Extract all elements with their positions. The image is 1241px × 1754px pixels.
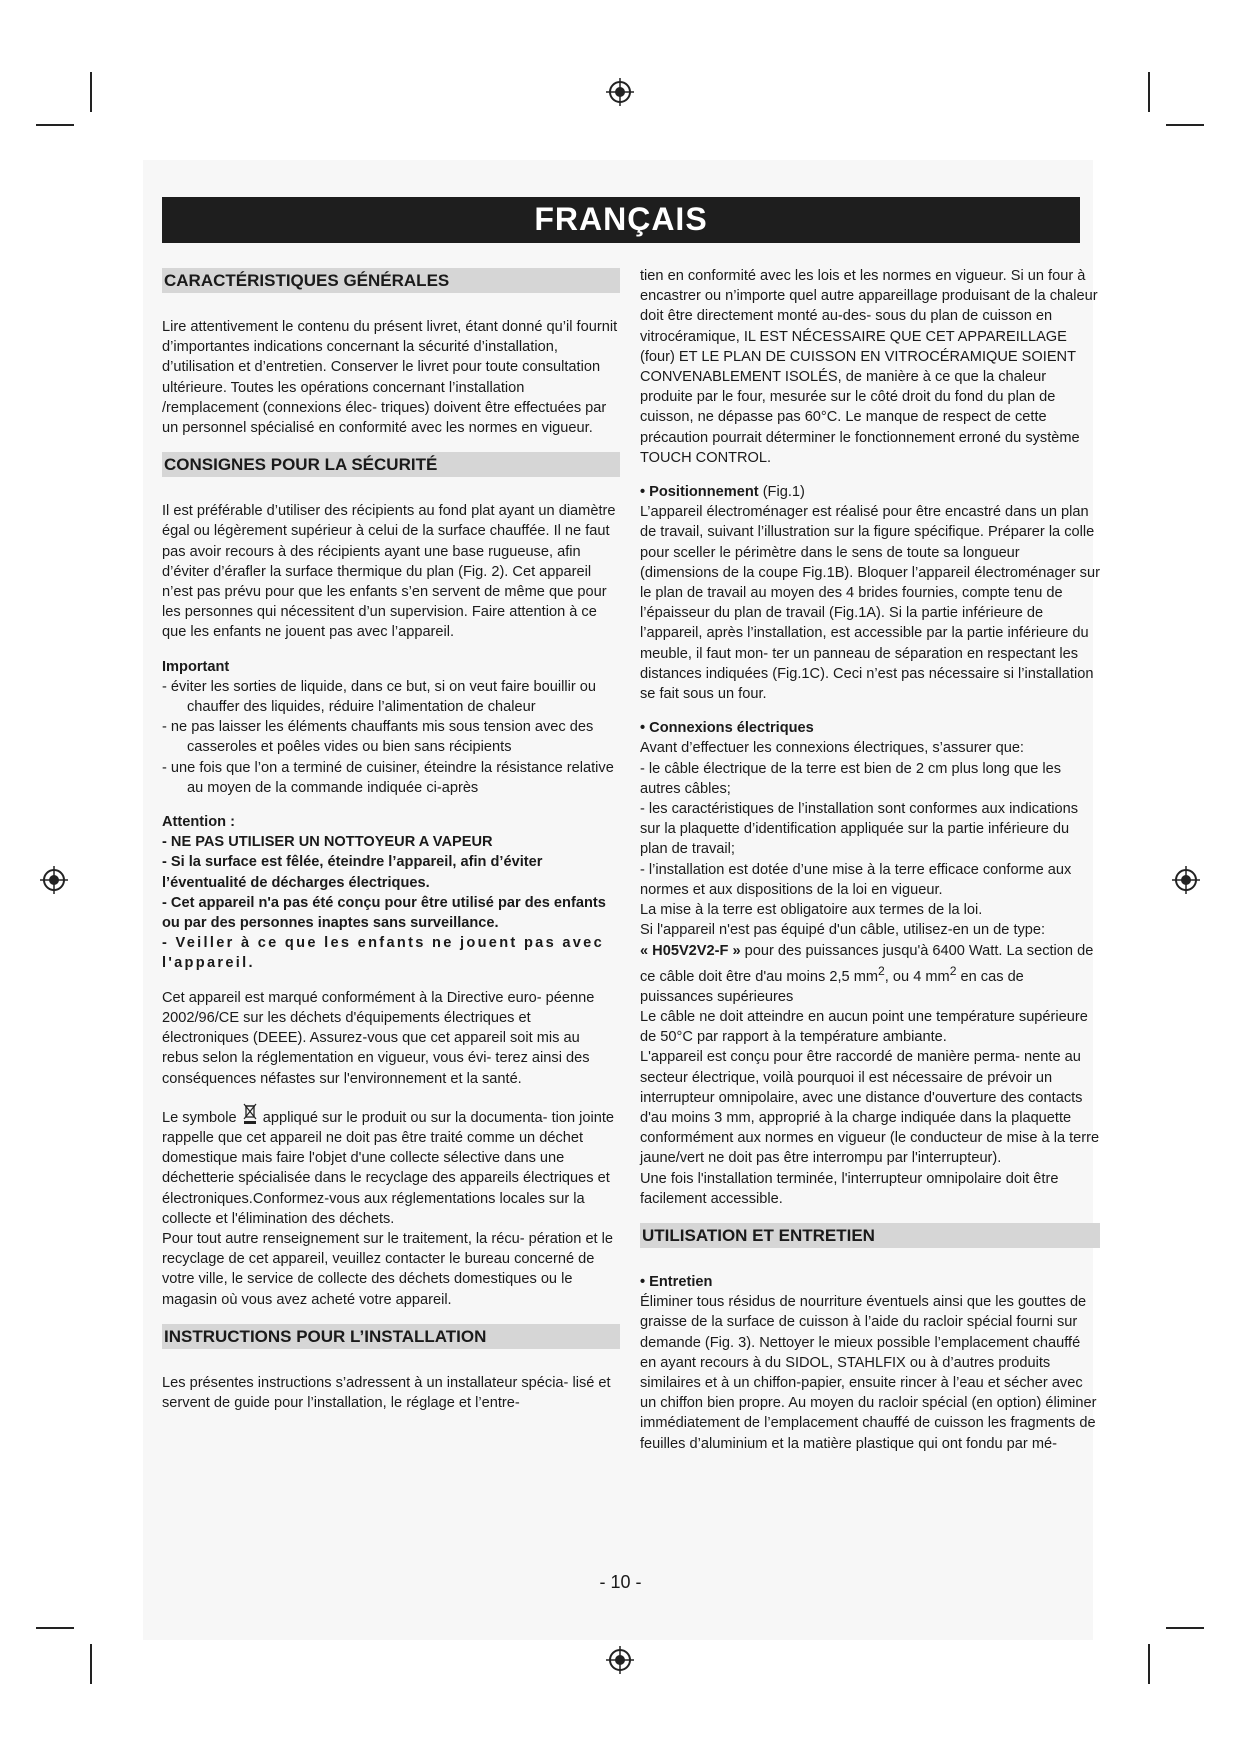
important-title: Important (162, 658, 230, 675)
important-item: - ne pas laisser les éléments chauffants mis sous tension avec des casseroles et poêles vides ou bien sans récipients (162, 719, 594, 756)
positioning-title: • Positionnement (640, 484, 759, 501)
crop-mark (90, 72, 92, 112)
registration-mark-icon (606, 1646, 634, 1674)
crop-mark (1148, 72, 1150, 112)
crop-mark (90, 1644, 92, 1684)
electrical-intro: Avant d’effectuer les connexions électriques, s’assurer que: (640, 740, 1024, 757)
cable-intro: Si l'appareil n'est pas équipé d'un câble, utilisez-en un de type: (640, 922, 1046, 939)
language-badge: F (1146, 202, 1210, 236)
maintenance-title: • Entretien (640, 1274, 713, 1290)
attention-item: - Veiller à ce que les enfants ne jouent pas avec l'appareil. (162, 935, 605, 972)
deee-text: Cet appareil est marqué conformément à la Directive euro- péenne 2002/96/CE sur les déchets d'équipements électriques et électroniques (DEEE). Assurez-vous que cet appareil soit mis au rebus selon la réglementation en vigueur, vous évi- terez ainsi des conséquences néfastes sur l'environnement et la santé. (162, 989, 595, 1087)
weee-paragraph (162, 1103, 620, 1229)
electrical-item: - les caractéristiques de l’installation sont conformes aux indications sur la plaquette d’identification appliquée sur la partie inférieure du plan de travail; (640, 801, 1079, 858)
registration-mark-icon (606, 78, 634, 106)
cable-type: « H05V2V2-F » (640, 942, 741, 959)
important-item: - une fois que l’on a terminé de cuisiner, éteindre la résistance relative au moyen de la commande indiquée ci-après (162, 759, 614, 796)
cable-text-post: en cas de puissances supérieures (640, 968, 1024, 1005)
positioning-heading (640, 482, 1100, 502)
left-column (162, 268, 620, 1413)
cable-text-mid: , ou 4 mm (884, 968, 950, 985)
install-text: Les présentes instructions s’adressent à un installateur spécia- lisé et servent de guide pour l’installation, le réglage et l’entre- (162, 1374, 611, 1411)
crop-mark (1166, 1627, 1204, 1629)
attention-item: - Si la surface est fêlée, éteindre l’appareil, afin d’éviter l’éventualité de décharges électriques. (162, 854, 543, 891)
crop-mark (36, 124, 74, 126)
section-heading-safety: CONSIGNES POUR LA SÉCURITÉ (162, 452, 620, 477)
attention-item: - Cet appareil n'a pas été conçu pour être utilisé par des enfants ou par des personnes inaptes sans surveillance. (162, 894, 606, 932)
crossed-bin-icon (243, 1103, 257, 1125)
crop-mark (36, 1627, 74, 1629)
registration-mark-icon (40, 866, 68, 894)
crop-mark (1166, 124, 1204, 126)
switch-access-text: Une fois l'installation terminée, l'interrupteur omnipolaire doit être facilement accessible. (640, 1170, 1059, 1207)
section-heading-install: INSTRUCTIONS POUR L’INSTALLATION (162, 1324, 620, 1349)
section-heading-general: CARACTÉRISTIQUES GÉNÉRALES (162, 268, 620, 293)
electrical-item: - l’installation est dotée d’une mise à la terre efficace conforme aux normes et aux dispositions de la loi en vigueur. (640, 861, 1072, 898)
weee-text-pre: Le symbole (162, 1109, 237, 1126)
crop-mark (1148, 1644, 1150, 1684)
general-text: Lire attentivement le contenu du présent livret, étant donné qu’il fournit d’importantes indications concernant la sécurité d’installation, d’utilisation et d’entretien. Conserver le livret pour toute consultation ultérieure. Toutes les opérations concernant l’installation /remplacement (connexions élec- triques) doivent être effectuées par un personnel spécialisé en conformité avec les normes en vigueur. (162, 319, 618, 437)
earthing-text: La mise à la terre est obligatoire aux termes de la loi. (640, 902, 983, 919)
maintenance-text: Éliminer tous résidus de nourriture éventuels ainsi que les gouttes de graisse de la surface de cuisson à l’aide du racloir spécial fourni sur demande (Fig. 3). Nettoyer le mieux possible l’emplacement chauffé en ayant recours à du SIDOL, STAHLFIX ou à d’autres produits similaires et à un chiffon-papier, ensuite rincer à l’eau et sécher avec un chiffon bien propre. Au moyen du racloir spécial (en option) éliminer immédiatement de l’emplacement chauffé de cuisson les fragments de feuilles d’aluminium et la matière plastique qui ont fondu par mé- (640, 1294, 1097, 1452)
right-column (640, 266, 1100, 1454)
permanent-connection-text: L'appareil est conçu pour être raccordé de manière perma- nente au secteur électrique, voilà pourquoi il est nécessaire de prévoir un interrupteur omnipolaire, avec une distance d'ouverture des contacts d'au moins 3 mm, approprié à la charge indiquée dans la plaquette conformément aux normes en vigueur (le conducteur de mise à la terre jaune/vert ne doit pas être interrompu par l'interrupteur). (640, 1049, 1100, 1167)
language-banner (162, 197, 1185, 243)
important-item: - éviter les sorties de liquide, dans ce but, si on veut faire bouillir ou chauffer des liquides, réduire l’alimentation de chaleur (162, 678, 596, 716)
safety-text: Il est préférable d’utiliser des récipients au fond plat ayant un diamètre égal ou légèrement supérieur à celui de la surface chauffée. Il ne faut pas avoir recours à des récipients ayant une base rugueuse, afin d’éviter d’érafler la surface thermique du plan (Fig. 2). Cet appareil n’est pas prévu pour que les enfants s’en servent de même que pour les personnes qui nécessitent d’un supervision. Faire attention à ce que les enfants ne jouent pas avec l’appareil. (162, 503, 616, 641)
electrical-item: - le câble électrique de la terre est bien de 2 cm plus long que les autres câbles; (640, 760, 1062, 797)
language-title: FRANÇAIS (534, 201, 708, 237)
cable-text-pre: pour des puissances jusqu'à 6400 Watt. La section de ce câble doit être d'au moins 2,5 mm (640, 942, 1094, 985)
cable-paragraph (640, 941, 1100, 1007)
registration-mark-icon (1172, 866, 1200, 894)
section-heading-maintenance: UTILISATION ET ENTRETIEN (640, 1223, 1100, 1248)
attention-item: - NE PAS UTILISER UN NOTTOYEUR A VAPEUR (162, 834, 493, 851)
install-continued-text: tien en conformité avec les lois et les normes en vigueur. Si un four à encastrer ou n’importe quel autre appareillage produisant de la chaleur doit être directement monté au-des- sous du plan de cuisson en vitrocéramique, IL EST NÉCESSAIRE QUE CET APPAREILLAGE (four) ET LE PLAN DE CUISSON EN VITROCÉRAMIQUE SOIENT CONVENABLEMENT ISOLÉS, de manière à ce que la chaleur produite par le four, mesurée sur le côté droit du fond du plan de cuisson, ne dépasse pas 60°C. Le manque de respect de cette précaution pourrait déterminer le fonctionnement erroné du système TOUCH CONTROL. (640, 268, 1098, 466)
page-number: - 10 - (599, 1572, 642, 1592)
info-text: Pour tout autre renseignement sur le traitement, la récu- pération et le recyclage de cet appareil, veuillez contacter le bureau concerné de votre ville, le service de collecte des déchets domestiques ou le magasin où vous avez acheté votre appareil. (162, 1230, 614, 1308)
weee-text-post: appliqué sur le produit ou sur la documenta- tion jointe rappelle que cet appareil ne doit pas être traité comme un déchet domestique mais faire l'objet d'une collecte sélective dans une déchetterie spécialisée dans le recyclage des appareils électriques et électroniques.Conformez-vous aux réglementations locales sur la collecte et l'élimination des déchets. (162, 1109, 615, 1227)
superscript: 2 (949, 963, 957, 978)
electrical-title: • Connexions électriques (640, 720, 814, 737)
temperature-text: Le câble ne doit atteindre en aucun point une température supérieure de 50°C par rapport à la température ambiante. (640, 1008, 1088, 1046)
positioning-text: L’appareil électroménager est réalisé pour être encastré dans un plan de travail, suivant l’illustration sur la figure spécifique. Préparer la colle pour sceller le périmètre dans le sens de toute sa longueur (dimensions de la coupe Fig.1B). Bloquer l’appareil électroménager sur le plan de travail au moyen des 4 brides fournies, compte tenu de l’épaisseur du plan de travail (Fig.1A). Si la partie inférieure de l’appareil, après l’installation, est accessible par la partie inférieure du meuble, il faut mon- ter un panneau de séparation en respectant les distances indiquées (Fig.1C). Ceci n’est pas nécessaire si l’installation se fait sous un four. (640, 504, 1100, 703)
superscript: 2 (878, 963, 885, 978)
positioning-fig: (Fig.1) (762, 484, 805, 501)
attention-title: Attention : (162, 814, 235, 831)
